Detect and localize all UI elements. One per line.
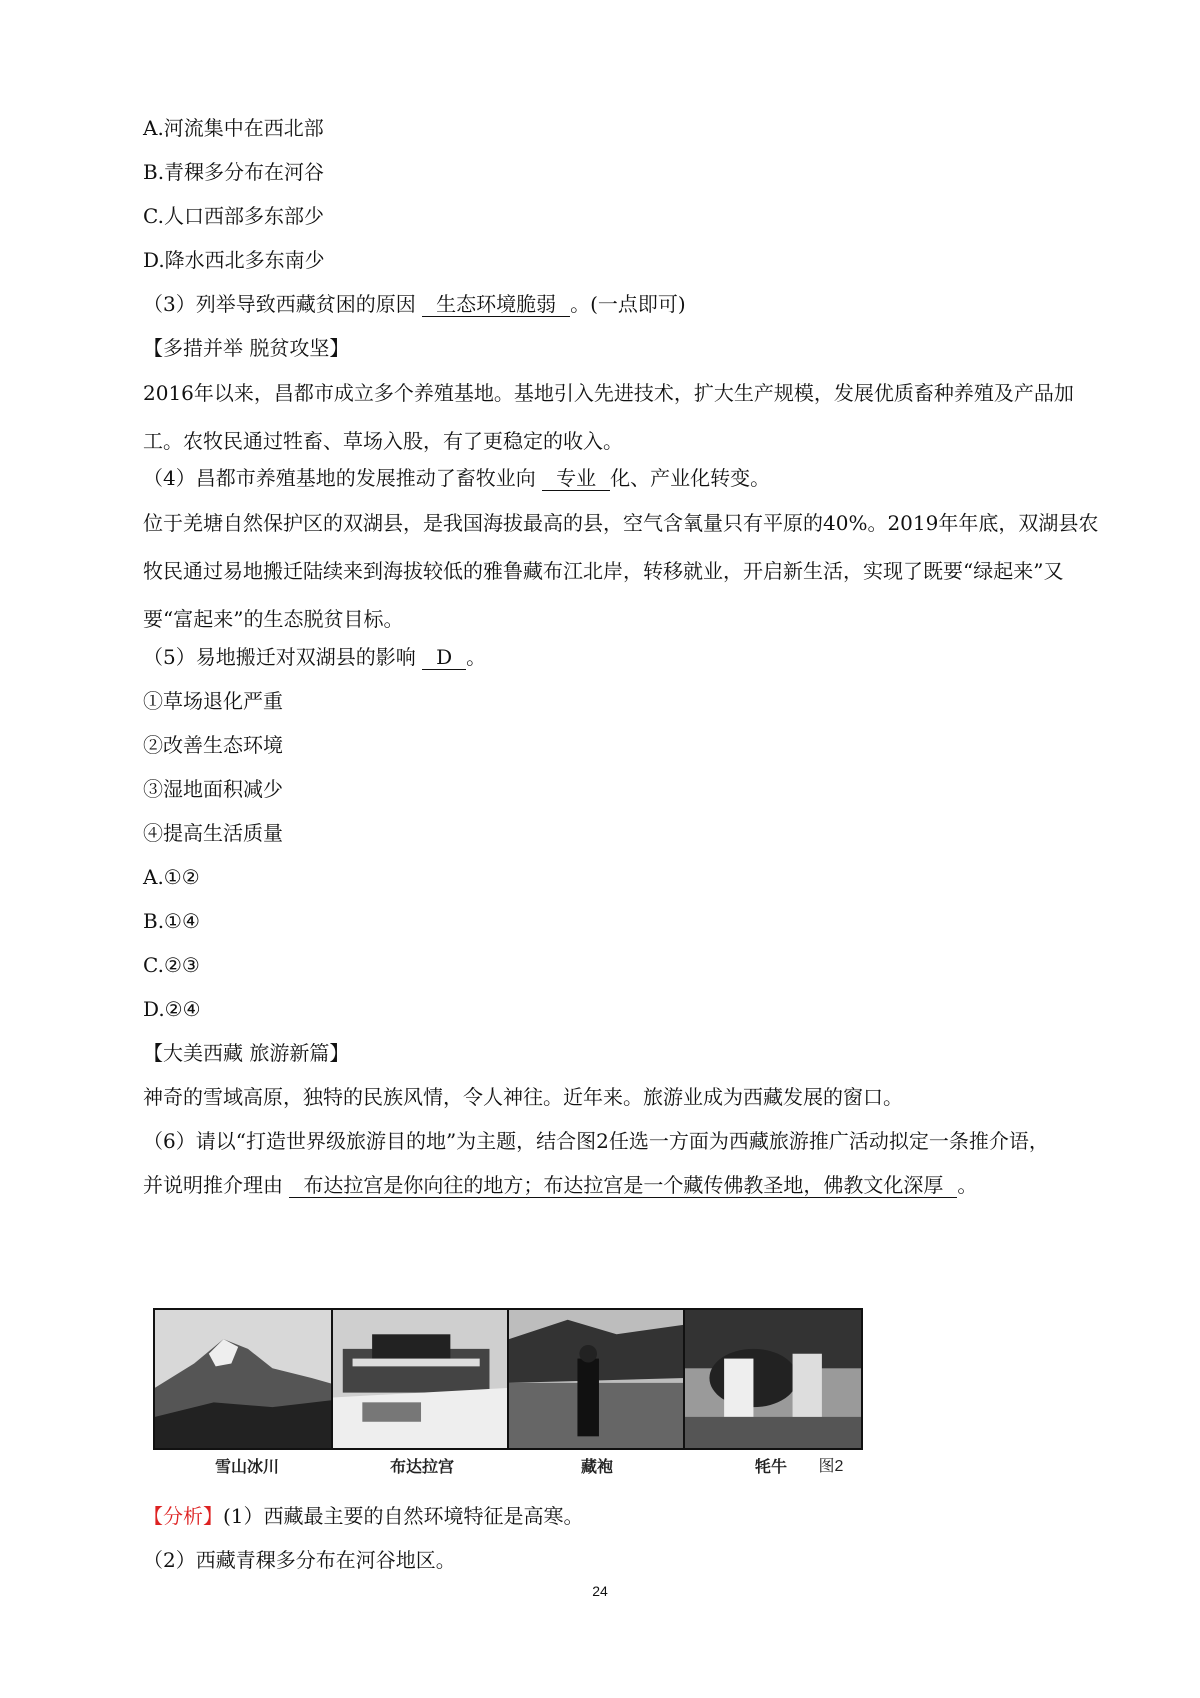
question-6-line-1: （6）请以“打造世界级旅游目的地”为主题，结合图2任选一方面为西藏旅游推广活动拟定一条推介语， xyxy=(143,1129,1049,1153)
paragraph-tourism: 神奇的雪域高原，独特的民族风情，令人神往。近年来。旅游业成为西藏发展的窗口。 xyxy=(143,1085,903,1109)
q5-item-1: ①草场退化严重 xyxy=(143,689,283,713)
page-number: 24 xyxy=(592,1583,608,1599)
option-b: B.青稞多分布在河谷 xyxy=(143,160,325,184)
photo-potala-palace xyxy=(331,1308,513,1450)
photo-yak xyxy=(683,1308,863,1450)
paragraph-poverty: 2016年以来，昌都市成立多个养殖基地。基地引入先进技术，扩大生产规模，发展优质畜种养殖及产品加工。农牧民通过牲畜、草场入股，有了更稳定的收入。 xyxy=(143,381,1074,453)
figure-label: 图2 xyxy=(818,1458,844,1475)
question-4 xyxy=(143,464,1103,492)
question-4-prefix: （4）昌都市养殖基地的发展推动了畜牧业向 xyxy=(143,466,536,490)
q5-item-4: ④提高生活质量 xyxy=(143,821,283,845)
caption-snow-mountain: 雪山冰川 xyxy=(214,1457,279,1476)
question-6-line-2 xyxy=(143,1171,1103,1199)
question-5 xyxy=(143,643,1103,671)
analysis-line-2: （2）西藏青稞多分布在河谷地区。 xyxy=(143,1548,456,1572)
q5-option-b: B.①④ xyxy=(143,909,200,933)
question-5-suffix: 。 xyxy=(466,645,487,669)
question-5-answer: D xyxy=(422,645,466,670)
question-6-prefix: 并说明推介理由 xyxy=(143,1173,283,1197)
question-3-suffix: 。(一点即可) xyxy=(570,292,686,316)
photo-snow-mountain xyxy=(153,1308,341,1450)
question-4-suffix: 化、产业化转变。 xyxy=(610,466,771,490)
analysis-tag: 【分析】 xyxy=(143,1504,223,1528)
option-a: A.河流集中在西北部 xyxy=(143,116,324,140)
q5-option-a: A.①② xyxy=(143,865,200,889)
section-heading-tourism: 【大美西藏 旅游新篇】 xyxy=(143,1041,350,1065)
photo-tibetan-robe xyxy=(507,1308,687,1450)
question-6-suffix: 。 xyxy=(957,1173,978,1197)
question-6-answer: 布达拉宫是你向往的地方；布达拉宫是一个藏传佛教圣地，佛教文化深厚 xyxy=(289,1173,957,1198)
option-d: D.降水西北多东南少 xyxy=(143,248,325,272)
question-3-answer: 生态环境脆弱 xyxy=(422,292,570,317)
q5-option-c: C.②③ xyxy=(143,953,200,977)
question-5-prefix: （5）易地搬迁对双湖县的影响 xyxy=(143,645,416,669)
option-c: C.人口西部多东部少 xyxy=(143,204,324,228)
q5-item-3: ③湿地面积减少 xyxy=(143,777,283,801)
question-3-prefix: （3）列举导致西藏贫困的原因 xyxy=(143,292,416,316)
q5-option-d: D.②④ xyxy=(143,997,201,1021)
figure-2 xyxy=(153,1308,943,1488)
section-heading-poverty: 【多措并举 脱贫攻坚】 xyxy=(143,336,350,360)
analysis-line-1 xyxy=(143,1502,1103,1530)
caption-potala-palace: 布达拉宫 xyxy=(389,1457,454,1476)
caption-yak: 牦牛 xyxy=(754,1457,787,1476)
analysis-text-1: (1）西藏最主要的自然环境特征是高寒。 xyxy=(223,1504,584,1528)
paragraph-shuanghu: 位于羌塘自然保护区的双湖县，是我国海拔最高的县，空气含氧量只有平原的40%。2019年年底，双湖县农牧民通过易地搬迁陆续来到海拔较低的雅鲁藏布江北岸，转移就业，开启新生活，实现了既要“绿起来”又要“富起来”的生态脱贫目标。 xyxy=(143,511,1099,631)
q5-item-2: ②改善生态环境 xyxy=(143,733,283,757)
caption-tibetan-robe: 藏袍 xyxy=(580,1457,613,1476)
question-4-answer: 专业 xyxy=(542,466,610,491)
question-3 xyxy=(143,290,1103,318)
